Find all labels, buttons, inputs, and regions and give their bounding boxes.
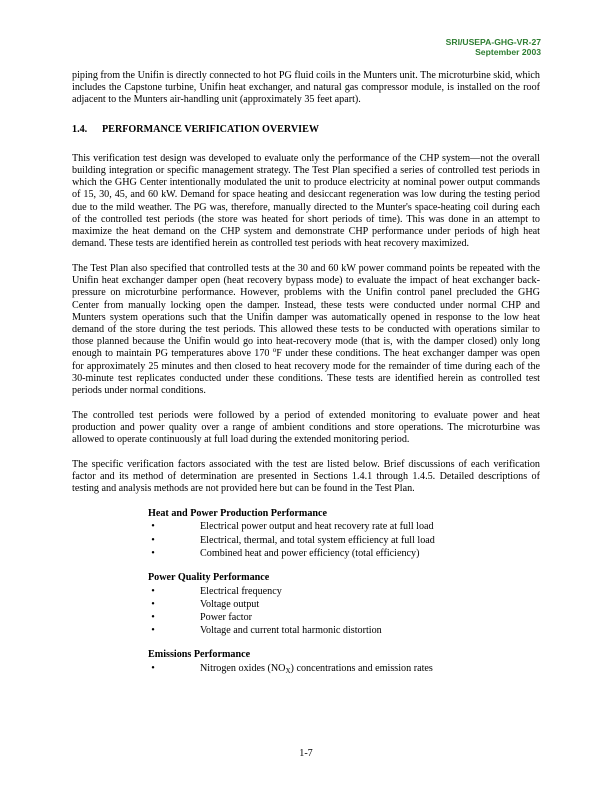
list-item-text: Combined heat and power efficiency (total efficiency) [200, 547, 420, 559]
body-content [72, 70, 540, 687]
intro-paragraph: piping from the Unifin is directly connected to hot PG fluid coils in the Munters unit. The microturbine skid, which includes the Capstone turbine, Unifin heat exchanger, and natural gas compressor module, is installed on the roof adjacent to the Munters air-handling unit (approximately 35 feet apart). [72, 70, 540, 106]
page-number: 1-7 [299, 748, 313, 759]
factor-group-heat-power [148, 508, 540, 560]
list-item-text: Electrical, thermal, and total system efficiency at full load [200, 534, 435, 546]
paragraph-verification-factors: The specific verification factors associated with the test are listed below. Brief discussions of each verification factor and its method of determination are presented in Sections 1.4.1 through 1.4.5. Detailed descriptions of testing and analysis methods are not provided here but can be found in the Test Plan. [72, 458, 540, 495]
factor-list [151, 585, 540, 638]
section-heading [72, 124, 540, 136]
bullet-icon: • [151, 585, 155, 597]
degree-symbol: o [272, 346, 277, 355]
list-item [151, 624, 540, 637]
paragraph-test-plan [72, 263, 540, 397]
list-item-text [200, 663, 433, 674]
bullet-icon: • [151, 625, 155, 637]
nox-subscript: X [285, 666, 291, 675]
verification-factors [72, 508, 540, 675]
bullet-icon: • [151, 521, 155, 533]
paragraph-extended-monitoring: The controlled test periods were followed by a period of extended monitoring to evaluate power and heat production and power quality over a range of ambient conditions and store operations. The microturbine was allowed to operate continuously at full load during the extended monitoring period. [72, 409, 540, 446]
list-item-text: Electrical frequency [200, 585, 282, 597]
list-item [151, 611, 540, 624]
factor-list [151, 520, 540, 560]
section-number: 1.4. [72, 123, 88, 135]
list-item [151, 547, 540, 560]
list-item [151, 534, 540, 547]
list-item [151, 662, 540, 675]
bullet-icon: • [151, 611, 155, 623]
factor-group-title: Emissions Performance [148, 649, 251, 661]
list-item [151, 585, 540, 598]
bullet-icon: • [151, 598, 155, 610]
list-item-text: Voltage output [200, 598, 260, 610]
document-date: September 2003 [475, 47, 541, 57]
bullet-icon: • [151, 547, 155, 559]
section-title: PERFORMANCE VERIFICATION OVERVIEW [102, 123, 319, 135]
document-id: SRI/USEPA-GHG-VR-27 [445, 37, 541, 47]
paragraph-test-plan-part1: The Test Plan also specified that controlled tests at the 30 and 60 kW power command points be repeated with the Unifin heat exchanger damper open (heat recovery bypass mode) to evaluate the impact of heat exchanger back-pressure on microturbine performance. However, problems with the Unifin control panel precluded the GHG Center from manually locking open the damper. Instead, these tests were conducted under normal CHP and Munters system operations such that the Unifin damper was automatically opened in response to the low heat demand of the store during the test periods. This allowed these tests to be conducted with operations similar to those planned because the Unifin would go into heat-recovery mode (that is, with the damper closed) only long enough to maintain PG temperatures above 170 [72, 262, 540, 360]
running-header [446, 37, 541, 57]
list-item [151, 520, 540, 533]
list-item-text: Electrical power output and heat recovery rate at full load [200, 521, 434, 533]
paragraph-test-design: This verification test design was developed to evaluate only the performance of the CHP system—not the overall building integration or specific management strategy. The Test Plan specified a series of controlled test periods in which the GHG Center intentionally modulated the unit to produce electricity at nominal power output commands of 15, 30, 45, and 60 kW. Demand for space heating and desiccant regeneration was low during the testing period due to the mild weather. The PG was, therefore, manually directed to the Munter's space-heating coil during each of the controlled test periods (the store was heated for short periods of time). This was done in an attempt to maximize the heat demand on the CHP system and demonstrate CHP performance under periods of high heat demand. These tests are identified herein as controlled test periods with heat recovery maximized. [72, 152, 540, 250]
emissions-text-part2: ) concentrations and emission rates [290, 662, 433, 674]
factor-group-power-quality [148, 572, 540, 637]
list-item-text: Voltage and current total harmonic distortion [200, 625, 382, 637]
factor-group-emissions [148, 649, 540, 675]
factor-list [151, 662, 540, 675]
paragraph-test-plan-part2: F under these conditions. The heat exchanger damper was open for approximately 25 minutes and then closed to heat recovery mode for the remainder of time during each of the 30-minute test replicates conducted under these conditions. These tests are identified herein as controlled test periods under normal conditions. [72, 348, 540, 396]
bullet-icon: • [151, 662, 155, 674]
list-item-text: Power factor [200, 611, 253, 623]
factor-group-title: Heat and Power Production Performance [148, 507, 328, 519]
bullet-icon: • [151, 534, 155, 546]
list-item [151, 598, 540, 611]
factor-group-title: Power Quality Performance [148, 572, 270, 583]
emissions-text-part1: Nitrogen oxides (NO [200, 662, 286, 674]
